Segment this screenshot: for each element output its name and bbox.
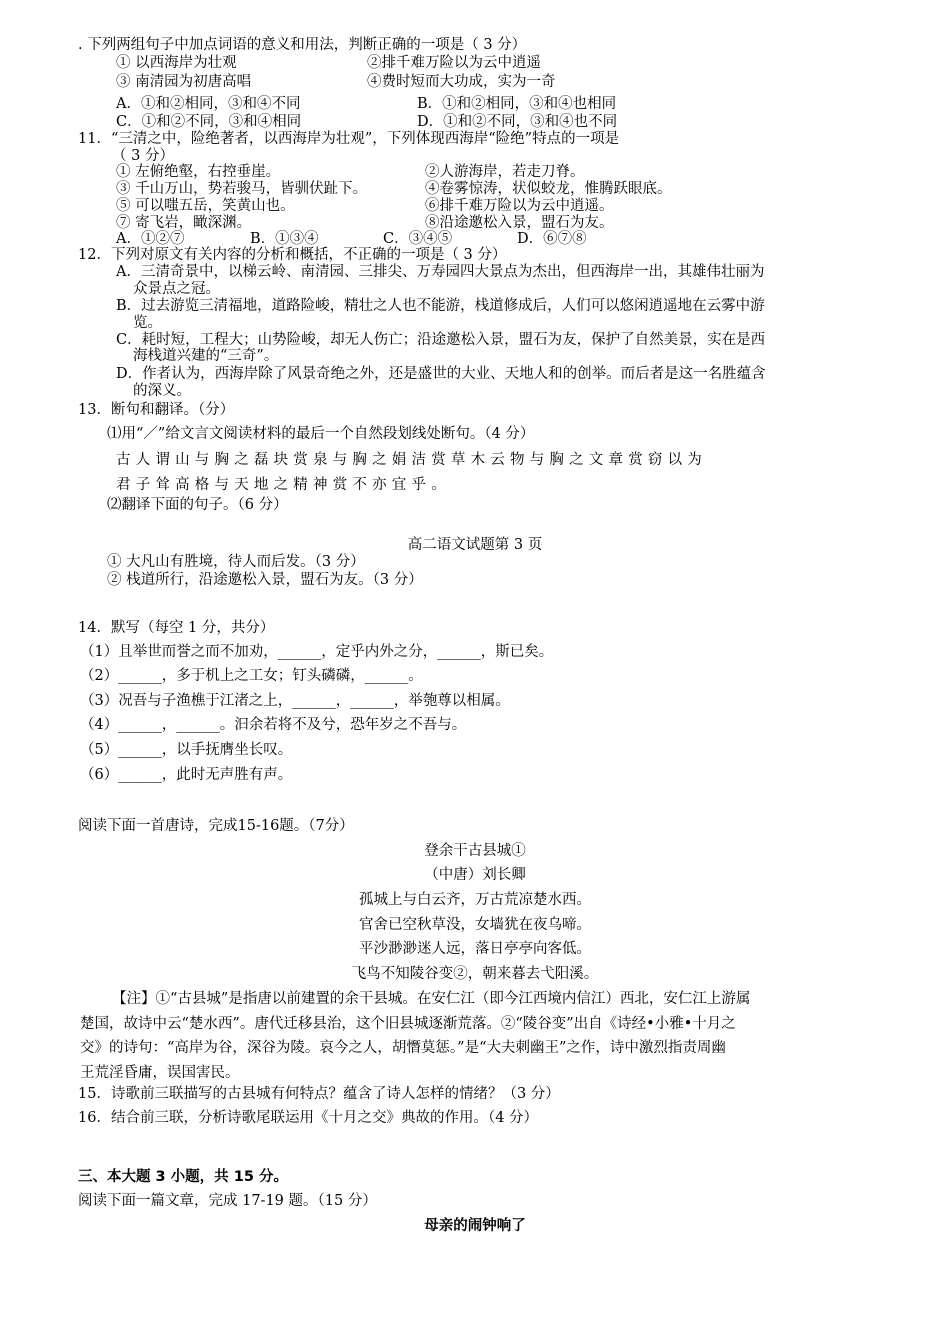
poem-verse-2: 官舍已空秋草没，女墙犹在夜乌啼。	[359, 917, 591, 933]
q14-line-5: （5）______，以手抚膺坐长叹。	[80, 742, 293, 758]
q12-stem: 12．下列对原文有关内容的分析和概括，不正确的一项是（ 3 分）	[78, 247, 507, 263]
poem-verse-4: 飞鸟不知陵谷变②，朝来暮去弋阳溪。	[351, 966, 599, 982]
q16-stem: 16．结合前三联，分析诗歌尾联运用《十月之交》典故的作用。（4 分）	[78, 1110, 539, 1126]
q11-item-3: ③ 千山万山，势若骏马，皆驯伏趾下。	[116, 181, 368, 197]
q14-line-1: （1）且举世而誉之而不加劝，______，定乎内外之分，______，斯已矣。	[80, 644, 554, 660]
q15-stem: 15．诗歌前三联描写的古县城有何特点？蕴含了诗人怎样的情绪？（3 分）	[78, 1086, 560, 1102]
q10-sentence-4: ④费时短而大功成，实为一奇	[367, 74, 556, 90]
q12-option-b-line2: 览。	[133, 315, 162, 331]
part3-heading: 三、本大题 3 小题，共 15 分。	[78, 1169, 288, 1185]
q10-option-b: B．①和②相同，③和④也相同	[417, 96, 617, 112]
q10-option-c: C．①和②不同，③和④相同	[116, 114, 302, 130]
q11-score: （ 3 分）	[112, 148, 174, 164]
q13-passage-line1: 古人谓山与胸之磊块赏泉与胸之娟洁赏草木云物与胸之文章赏窃以为	[116, 452, 707, 468]
page-footer: 高二语文试题第 3 页	[407, 537, 543, 553]
q11-option-c: C．③④⑤	[383, 231, 453, 247]
poem-note-line3: 交》的诗句：“高岸为谷，深谷为陵。哀今之人，胡憯莫惩。”是“大夫刺幽王”之作，诗中激烈指责周幽	[80, 1040, 726, 1056]
article-title: 母亲的闹钟响了	[424, 1218, 526, 1234]
q13-sentence-2: ② 栈道所行，沿途邀松入景，盟石为友。（3 分）	[107, 572, 423, 588]
q10-sentence-1: ① 以西海岸为壮观	[116, 55, 237, 71]
q14-line-2: （2）______，多于机上之工女；钉头磷磷，______。	[80, 668, 423, 684]
q11-option-d: D．⑥⑦⑧	[517, 231, 587, 247]
q12-option-a-line1: A．三清奇景中，以梯云岭、南清园、三排尖、万寿园四大景点为杰出，但西海岸一出，其雄伟壮丽为	[116, 264, 765, 280]
q10-option-d: D．①和②不同，③和④也不同	[417, 114, 618, 130]
q10-option-a: A．①和②相同，③和④不同	[116, 96, 301, 112]
q14-stem: 14．默写（每空 1 分，共分）	[78, 620, 275, 636]
q12-option-c-line1: C．耗时短，工程大；山势险峻，却无人伤亡；沿途邀松入景，盟石为友，保护了自然美景，实在是西	[116, 332, 766, 348]
q11-option-b: B．①③④	[250, 231, 319, 247]
q11-item-6: ⑥排千难万险以为云中逍遥。	[425, 198, 614, 214]
q12-option-c-line2: 海栈道兴建的“三奇”。	[133, 348, 279, 364]
poem-verse-3: 平沙渺渺迷人远，落日亭亭向客低。	[359, 941, 591, 957]
poem-note-line1: 【注】①“古县城”是指唐以前建置的余干县城。在安仁江（即今江西境内信江）西北，安仁江上游属	[112, 991, 751, 1007]
q13-part-2: ⑵翻译下面的句子。（6 分）	[107, 497, 288, 513]
q12-option-d-line1: D．作者认为，西海岸除了风景奇绝之外，还是盛世的大业、天地人和的创举。而后者是这一名胜蕴含	[116, 366, 766, 382]
q13-part-1: ⑴用“／”给文言文阅读材料的最后一个自然段划线处断句。（4 分）	[107, 426, 535, 442]
q14-line-3: （3）况吾与子渔樵于江渚之上，______，______，举匏尊以相属。	[80, 693, 510, 709]
q12-option-d-line2: 的深义。	[133, 383, 191, 399]
q10-stem: . 下列两组句子中加点词语的意义和用法，判断正确的一项是（ 3 分）	[78, 37, 527, 53]
q10-sentence-2: ②排千难万险以为云中逍遥	[367, 55, 541, 71]
q10-sentence-3: ③ 南清园为初唐高唱	[116, 74, 252, 90]
part3-intro: 阅读下面一篇文章，完成 17-19 题。（15 分）	[78, 1193, 377, 1209]
q11-item-7: ⑦ 寄飞岩，瞰深渊。	[116, 215, 252, 231]
q14-line-4: （4）______，______。汩余若将不及兮，恐年岁之不吾与。	[80, 717, 467, 733]
q13-passage-line2: 君子耸高格与天地之精神赏不亦宜乎。	[116, 477, 451, 493]
q11-item-4: ④卷雾惊涛，状似蛟龙，惟腾跃眼底。	[425, 181, 672, 197]
poem-author: （中唐）刘长卿	[424, 867, 526, 883]
poem-title: 登余干古县城①	[424, 843, 526, 859]
q13-stem: 13．断句和翻译。（分）	[78, 402, 235, 418]
q12-option-b-line1: B．过去游览三清福地，道路险峻，精壮之人也不能游，栈道修成后，人们可以悠闲逍遥地在云雾中游	[116, 298, 765, 314]
poem-verse-1: 孤城上与白云齐，万古荒凉楚水西。	[359, 892, 591, 908]
poem-note-line4: 王荒淫昏庸，误国害民。	[80, 1065, 240, 1081]
q12-option-a-line2: 众景点之冠。	[133, 281, 220, 297]
poem-note-line2: 楚国，故诗中云“楚水西”。唐代迁移县治，这个旧县城逐渐荒落。②“陵谷变”出自《诗经•小雅•十月之	[80, 1016, 736, 1032]
q13-sentence-1: ① 大凡山有胜境，待人而后发。（3 分）	[107, 554, 365, 570]
q11-item-2: ②人游海岸，若走刀脊。	[425, 164, 585, 180]
q11-stem: 11．“三清之中，险绝著者，以西海岸为壮观”，下列体现西海岸“险绝”特点的一项是	[78, 131, 620, 147]
poem-intro: 阅读下面一首唐诗，完成15-16题。（7分）	[78, 818, 354, 834]
q11-item-5: ⑤ 可以嗤五岳，笑黄山也。	[116, 198, 295, 214]
q11-option-a: A．①②⑦	[116, 231, 185, 247]
q11-item-8: ⑧沿途邀松入景，盟石为友。	[425, 215, 614, 231]
q14-line-6: （6）______，此时无声胜有声。	[80, 767, 293, 783]
q11-item-1: ① 左俯绝壑，右控垂崖。	[116, 164, 281, 180]
